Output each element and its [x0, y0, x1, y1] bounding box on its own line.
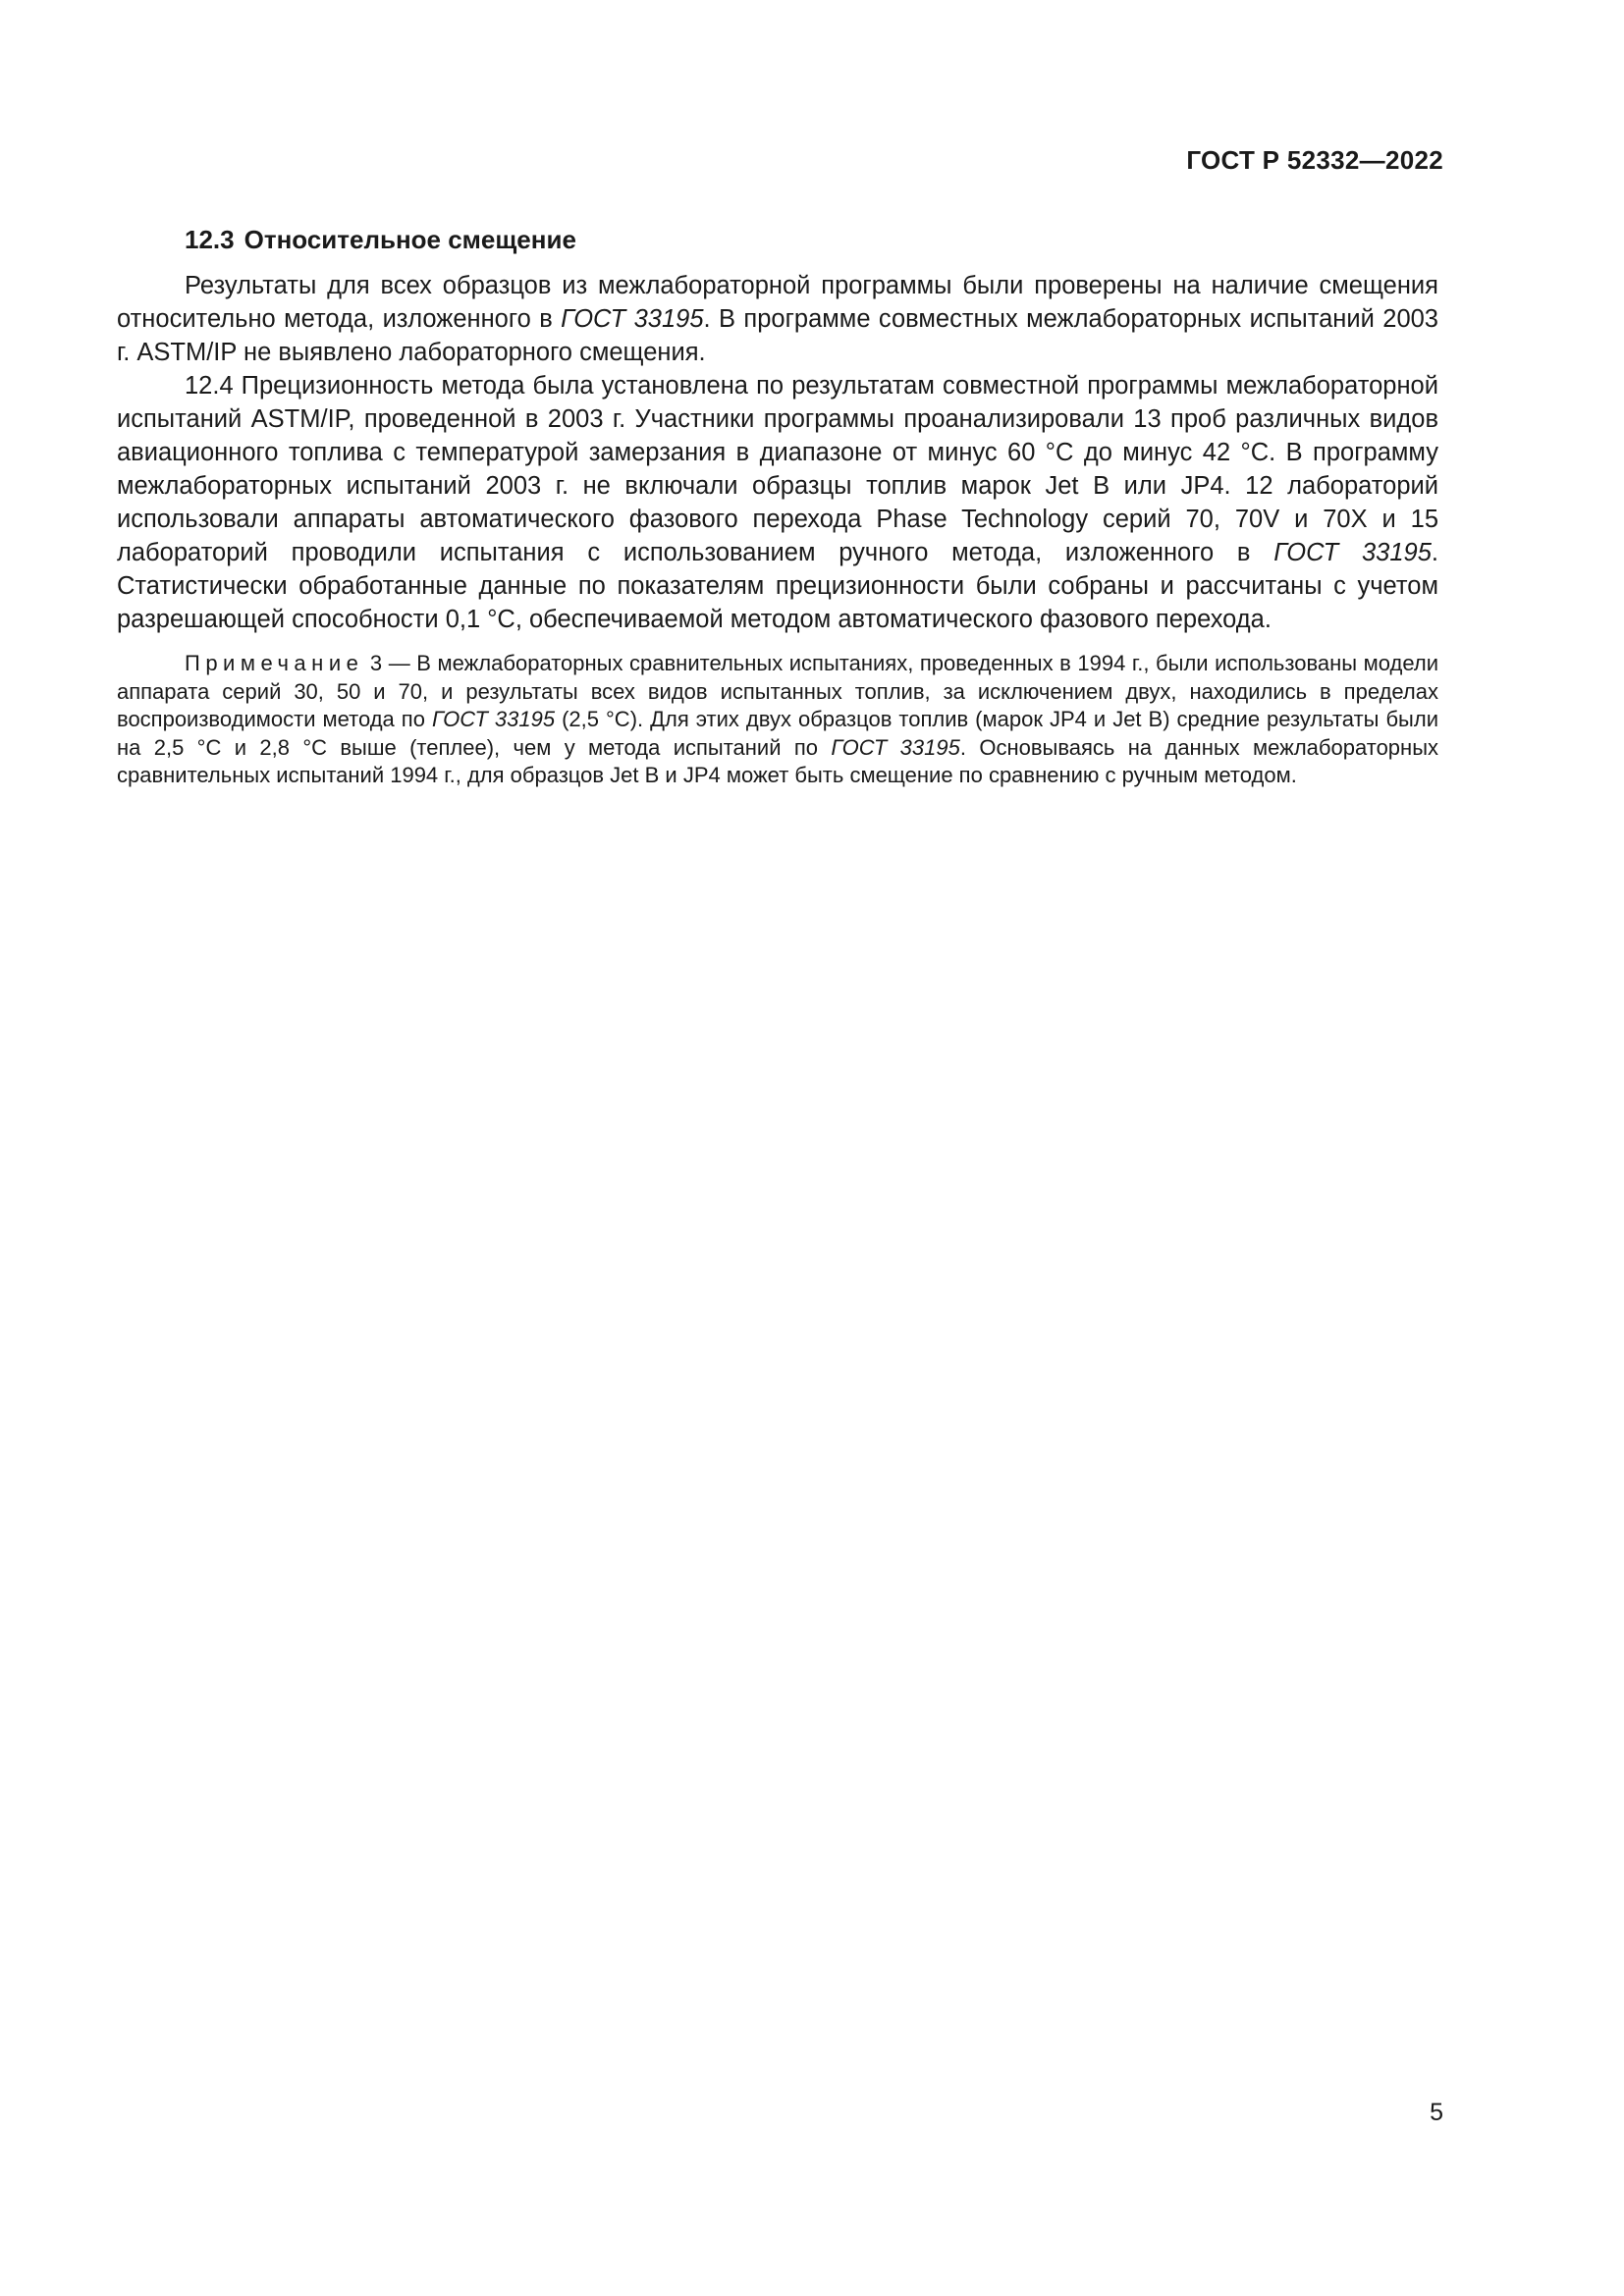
paragraph-12-3: [117, 269, 1438, 369]
note-number: 3 —: [363, 651, 417, 675]
document-standard-number: ГОСТ Р 52332—2022: [1186, 145, 1443, 175]
page-content: [117, 222, 1438, 790]
paragraph-text: . Статистически обработанные данные по показателям прецизионности были собраны и рассчитаны с учетом разрешающей способности 0,1 °С, обеспечиваемой методом автоматического фазового перехода.: [117, 539, 1439, 633]
page-number: 5: [1430, 2099, 1443, 2126]
standard-reference: ГОСТ 33195: [431, 707, 556, 731]
paragraph-text: Прецизионность метода была установлена по результатам совместной программы межлабораторной испытаний ASTM/IP, проведенной в 2003 г. Участники программы проанализировали 13 проб различных видов авиационного топлива с температурой замерзания в диапазоне от минус 60 °С до минус 42 °С. В программу межлабораторных испытаний 2003 г. не включали образцы топлив марок Jet B или JP4. 12 лабораторий использовали аппараты автоматического фазового перехода Phase Technology серий 70, 70V и 70X и 15 лабораторий проводили испытания с использованием ручного метода, изложенного в: [117, 372, 1438, 566]
paragraph-12-4: [117, 369, 1438, 636]
note-text: . Основываясь на данных межлабораторных сравнительных испытаний 1994 г., для образцов Jet B и JP4 может быть смещение по сравнению с ручным методом.: [117, 734, 1439, 787]
paragraph-text: Результаты для всех образцов из межлабораторной программы были проверены на наличие смещения относительно метода, изложенного в: [117, 272, 1438, 333]
section-title: Относительное смещение: [244, 225, 576, 254]
paragraph-text: . В программе совместных межлабораторных испытаний 2003 г. ASTM/IP не выявлено лабораторного смещения.: [117, 305, 1438, 366]
note-label: Примечание: [185, 651, 364, 675]
clause-number: 12.4: [185, 372, 234, 400]
standard-reference: ГОСТ 33195: [1273, 539, 1432, 566]
standard-reference: ГОСТ 33195: [561, 305, 704, 333]
section-number: 12.3: [185, 225, 235, 254]
note-text: В межлабораторных сравнительных испытаниях, проведенных в 1994 г., были использованы модели аппарата серий 30, 50 и 70, и результаты всех видов испытанных топлив, за исключением двух, находились в пределах воспроизводимости метода по: [117, 651, 1438, 731]
section-heading-12-3: [117, 222, 1438, 257]
note-3: [117, 650, 1438, 790]
note-text: (2,5 °С). Для этих двух образцов топлив (марок JP4 и Jet B) средние результаты были на 2,5 °С и 2,8 °С выше (теплее), чем у метода испытаний по: [117, 707, 1438, 760]
standard-reference: ГОСТ 33195: [831, 734, 960, 760]
